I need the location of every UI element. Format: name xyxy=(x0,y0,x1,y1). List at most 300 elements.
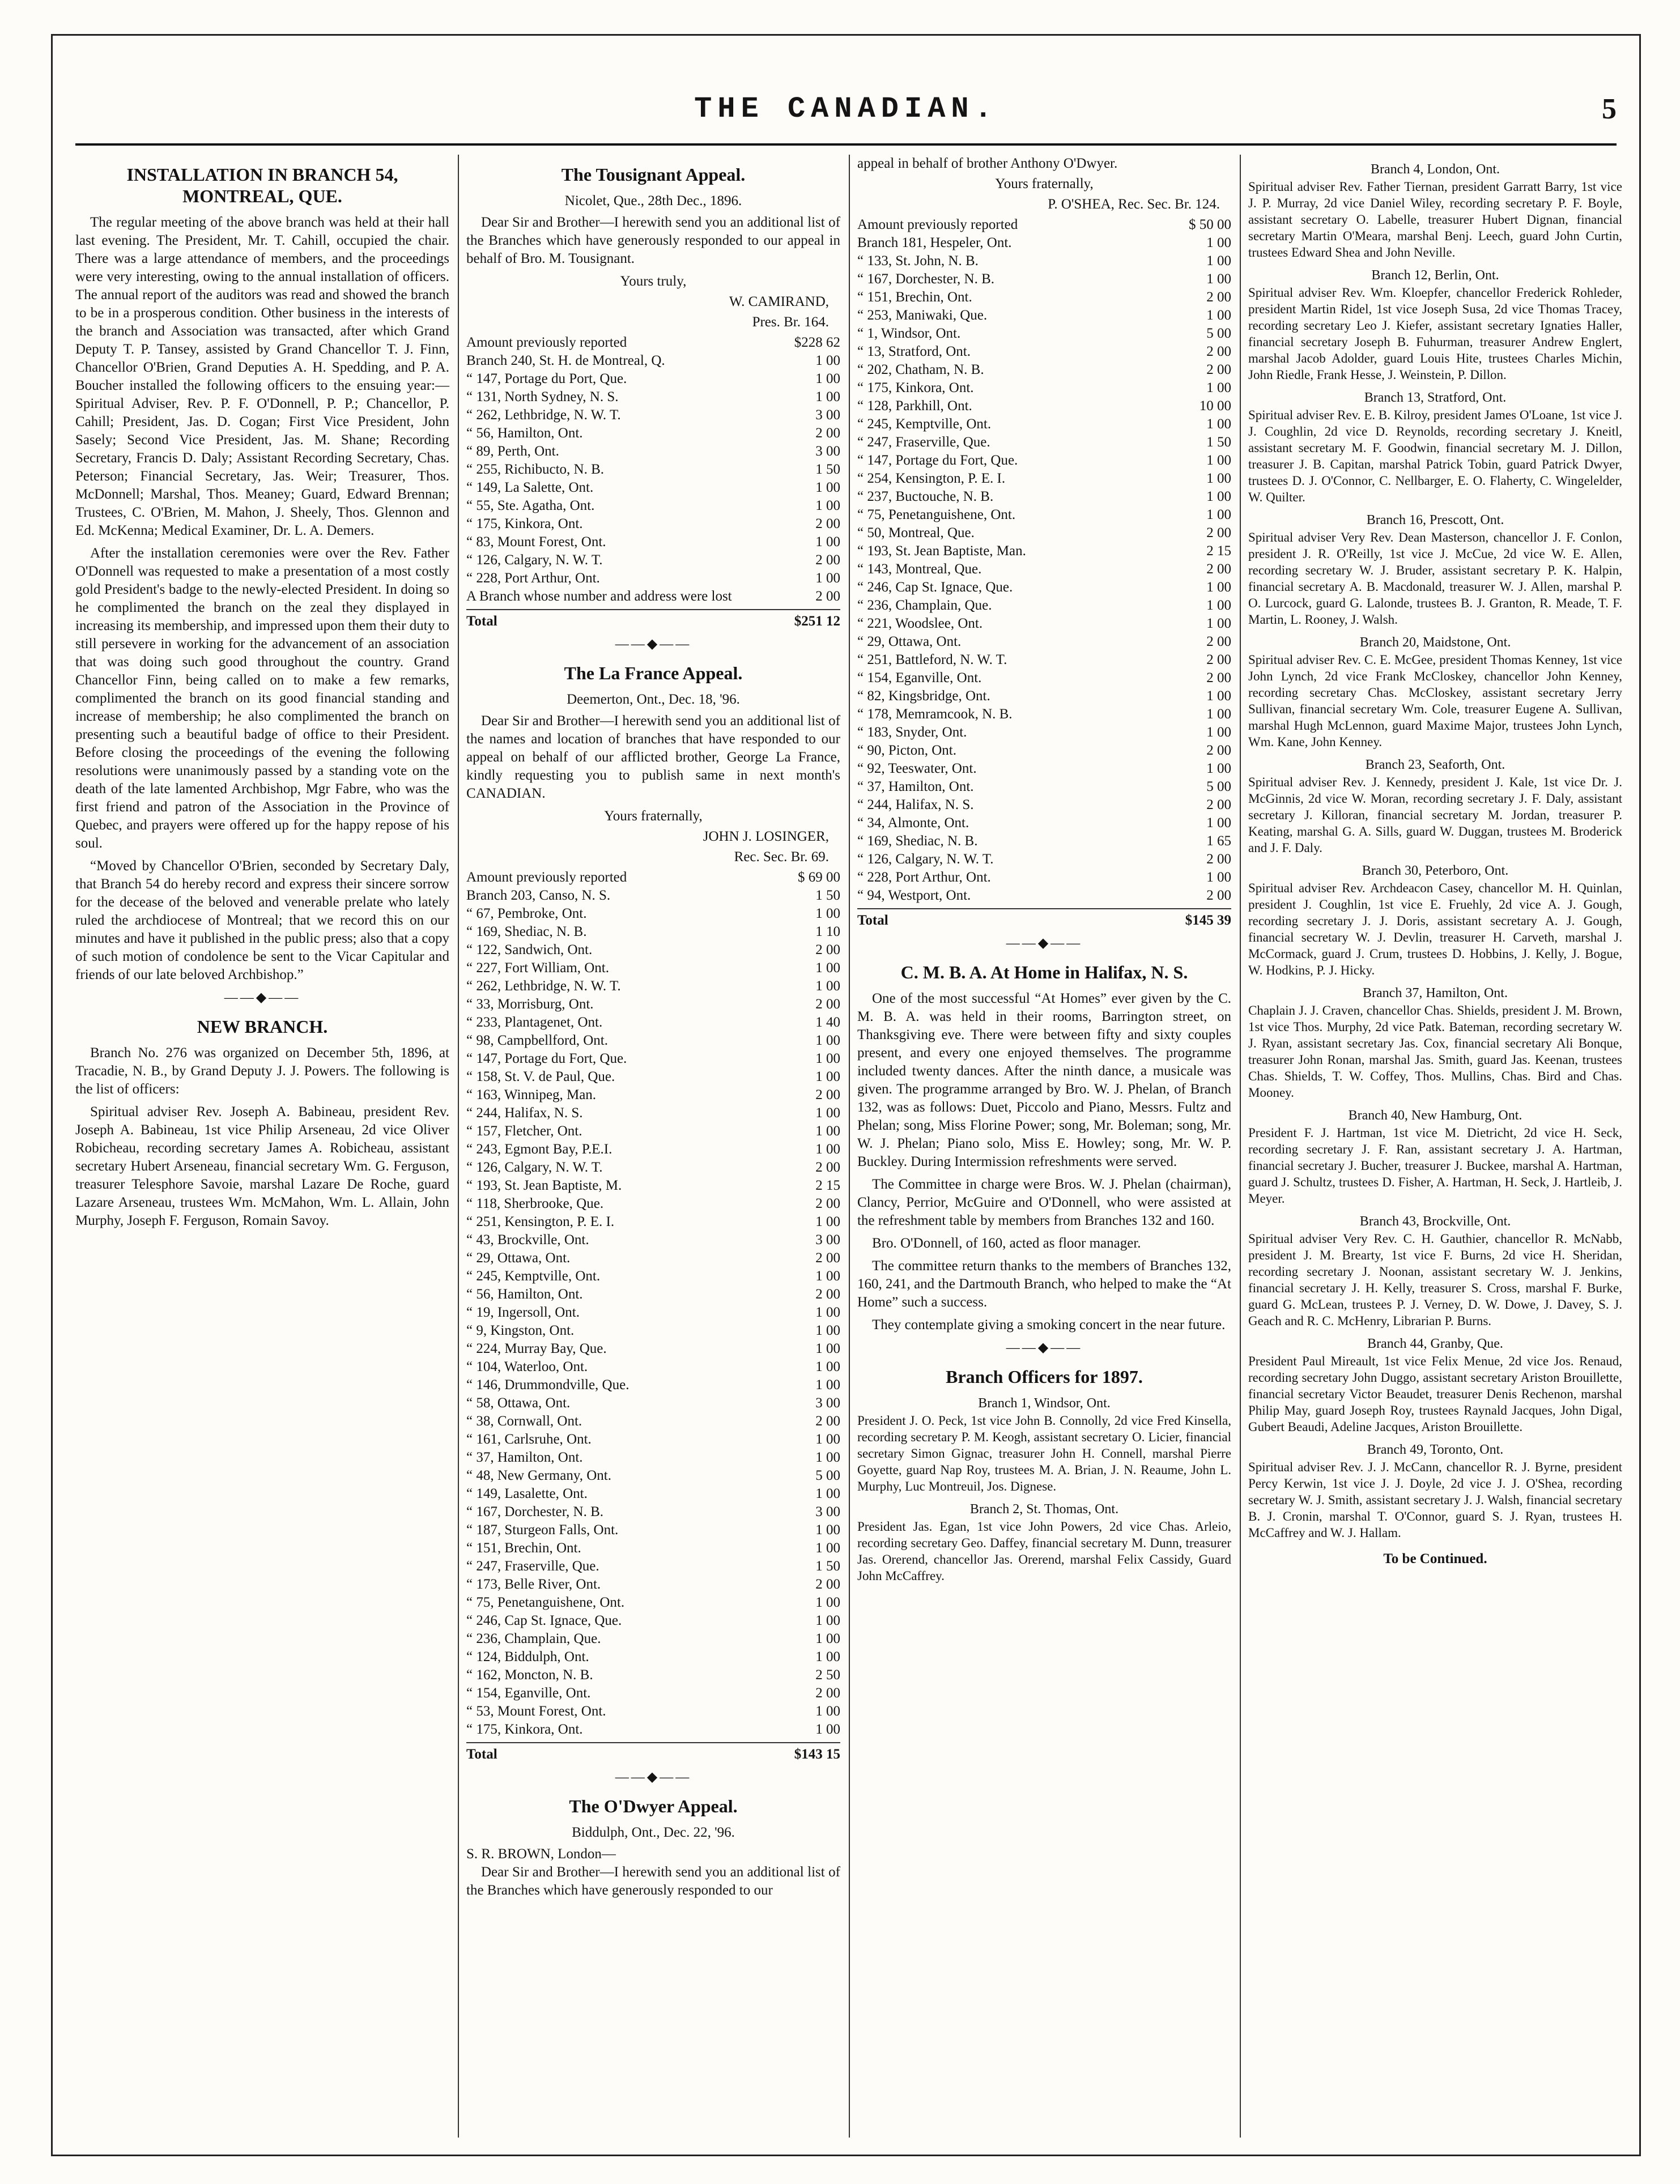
branch-name: Branch 12, Berlin, Ont. xyxy=(1371,268,1499,283)
closing: Yours fraternally, xyxy=(604,808,703,824)
branch-officers: Spiritual adviser Rev. Father Tiernan, president Garratt Barry, 1st vice J. P. Murray, 2d vice Daniel Wiley, recording secretary P. F. Boyle, assistant secretary O. Labelle, treasurer Hubert Dignan, financial secretary Martin O'Meara, marshal Benj. Leech, guard John Curtin, trustees Edward Shea and John Neville. xyxy=(1248,180,1622,259)
contribution-branch: “ 167, Dorchester, N. B. xyxy=(857,271,994,287)
contribution-branch: “ 37, Hamilton, Ont. xyxy=(857,779,974,794)
contribution-branch: “ 50, Montreal, Que. xyxy=(857,525,975,540)
contribution-branch: “ 187, Sturgeon Falls, Ont. xyxy=(466,1522,619,1538)
branch-officers: Spiritual adviser Rev. Wm. Kloepfer, chancellor Frederick Rohleder, president Martin Ridel, 1st vice Joseph Susa, 2d vice Thomas Tracey, recording secretary Leo J. Kiefer, assistant secretary Ignaties Haller, financial secretary Joseph B. Fuhurman, treasurer Andrew Englert, marshal Jacob Adolder, guard Louis Hite, trustees Charles Michin, John Riedle, Frank Hesse, J. Weinstein, P. Dillon. xyxy=(1248,286,1622,382)
contribution-amount: 1 00 xyxy=(815,1341,840,1356)
contribution-row xyxy=(857,669,1231,687)
contribution-branch: “ 244, Halifax, N. S. xyxy=(857,797,974,812)
contribution-branch: “ 244, Halifax, N. S. xyxy=(466,1105,583,1121)
contribution-branch: Amount previously reported xyxy=(857,217,1018,232)
contribution-amount: 1 00 xyxy=(815,1631,840,1646)
contribution-amount: 1 00 xyxy=(815,1450,840,1465)
contribution-row xyxy=(857,270,1231,288)
contribution-amount: 1 00 xyxy=(1206,380,1231,395)
contribution-row xyxy=(466,1702,840,1721)
contribution-branch: “ 55, Ste. Agatha, Ont. xyxy=(466,498,595,513)
contribution-row xyxy=(857,361,1231,379)
contribution-branch: “ 175, Kinkora, Ont. xyxy=(466,1722,583,1737)
contribution-row xyxy=(466,1231,840,1249)
contribution-row xyxy=(466,1539,840,1557)
contribution-branch: Branch 240, St. H. de Montreal, Q. xyxy=(466,353,665,368)
contribution-row xyxy=(857,832,1231,850)
dateline: Biddulph, Ont., Dec. 22, '96. xyxy=(572,1825,735,1840)
article-paragraph: After the installation ceremonies were over the Rev. Father O'Donnell was requested to make a presentation of a most costly gold President's badge to the newly-elected President. In doing so he complimented the branch on the zeal they displayed in increasing its membership, and impressed upon them their duty to still persevere in working for the advancement of an association that was doing such good throughout the country. Grand Chancellor Finn, being called on to make a few remarks, complimented the branch on its good financial standing and increase of membership; he also complimented the branch on presenting such a beautiful badge of office to their President. Before closing the proceedings of the evening the following resolutions were unanimously passed by a standing vote on the death of the late lamented Archbishop, Mgr Fabre, who was the first friend and patron of the Association in the Province of Quebec, and prayers were offered up for the happy repose of his soul. xyxy=(75,546,449,851)
contribution-branch: “ 175, Kinkora, Ont. xyxy=(857,380,974,395)
contribution-amount: 1 00 xyxy=(1206,489,1231,504)
letter-continuation: appeal in behalf of brother Anthony O'Dwyer. xyxy=(857,156,1118,171)
contribution-branch: “ 67, Pembroke, Ont. xyxy=(466,906,587,921)
contribution-amount: 1 50 xyxy=(815,888,840,903)
contribution-branch: “ 246, Cap St. Ignace, Que. xyxy=(857,580,1013,595)
letter-text: Dear Sir and Brother—I herewith send you an additional list of the Branches which have generously responded to our appeal in behalf of Bro. M. Tousignant. xyxy=(466,215,840,266)
article-paragraph: Bro. O'Donnell, of 160, acted as floor manager. xyxy=(872,1236,1141,1251)
section-divider: ——◆—— xyxy=(1006,936,1083,951)
contribution-amount: 2 00 xyxy=(815,1577,840,1592)
contribution-amount: 2 00 xyxy=(1206,525,1231,540)
contribution-amount: 5 00 xyxy=(815,1468,840,1483)
contribution-branch: “ 255, Richibucto, N. B. xyxy=(466,462,605,477)
contribution-branch: “ 169, Shediac, N. B. xyxy=(857,833,978,849)
contribution-amount: 1 00 xyxy=(1206,815,1231,831)
contribution-amount: 2 00 xyxy=(815,997,840,1012)
contribution-row xyxy=(466,1285,840,1304)
contribution-amount: 1 00 xyxy=(815,1323,840,1338)
contribution-branch: “ 98, Campbellford, Ont. xyxy=(466,1033,608,1048)
contribution-amount: 1 40 xyxy=(815,1015,840,1030)
contribution-amount: 1 00 xyxy=(1206,308,1231,323)
contribution-amount: 1 10 xyxy=(815,924,840,939)
branch-officers: Spiritual adviser Very Rev. C. H. Gauthier, chancellor R. McNabb, president J. M. Brearty, 1st vice F. Burns, 2d vice H. Sheridan, recording secretary J. Noonan, assistant secretary W. J. Jenkins, financial secretary J. H. Kelly, treasurer S. Cross, marshal F. Burke, guard G. McLean, trustees P. J. Verney, D. W. Dowe, J. Davey, S. J. Geach and R. C. McHenry, Librarian P. Burns. xyxy=(1248,1232,1622,1328)
contribution-branch: “ 173, Belle River, Ont. xyxy=(466,1577,601,1592)
contribution-branch: “ 175, Kinkora, Ont. xyxy=(466,516,583,531)
contribution-amount: 1 50 xyxy=(815,462,840,477)
contribution-amount: 1 00 xyxy=(815,1214,840,1229)
section-divider: ——◆—— xyxy=(615,637,692,652)
contribution-row xyxy=(466,1304,840,1322)
total-label: Total xyxy=(466,614,497,629)
branch-officers-list xyxy=(1248,160,1622,1541)
total-row xyxy=(466,1742,840,1764)
contribution-branch: “ 183, Snyder, Ont. xyxy=(857,725,967,740)
contribution-row xyxy=(857,578,1231,597)
contribution-amount: 1 00 xyxy=(815,1033,840,1048)
branch-officers: President J. O. Peck, 1st vice John B. Connolly, 2d vice Fred Kinsella, recording secretary P. M. Keogh, assistant secretary O. Licier, financial secretary Simon Gignac, treasurer John H. Connell, marshal Pierre Goyette, guard Nap Roy, trustees M. A. Brian, J. N. Reaume, John L. Murphy, Luc Montreuil, Jos. Dignese. xyxy=(857,1414,1231,1493)
contribution-row xyxy=(466,479,840,497)
contribution-branch: “ 154, Eganville, Ont. xyxy=(466,1685,591,1701)
article-paragraph: The committee return thanks to the members of Branches 132, 160, 241, and the Dartmouth Branch, who helped to make the “At Home” such a success. xyxy=(857,1258,1231,1310)
article-heading-lafrance: The La France Appeal. xyxy=(564,663,743,683)
contribution-amount: 10 00 xyxy=(1199,398,1231,414)
contribution-amount: 1 00 xyxy=(1206,598,1231,613)
contribution-row xyxy=(466,1630,840,1648)
contribution-row xyxy=(857,850,1231,869)
newspaper-page xyxy=(51,34,1641,2156)
contribution-branch: “ 147, Portage du Fort, Que. xyxy=(466,1051,627,1066)
contribution-amount: 2 50 xyxy=(815,1667,840,1683)
contribution-row xyxy=(857,343,1231,361)
contribution-row xyxy=(466,869,840,887)
article-heading-installation: INSTALLATION IN BRANCH 54, MONTREAL, QUE. xyxy=(126,164,398,206)
contribution-amount: 2 00 xyxy=(1206,797,1231,812)
contribution-amount: 1 00 xyxy=(815,1432,840,1447)
article-paragraph: They contemplate giving a smoking concert in the near future. xyxy=(872,1317,1226,1332)
contribution-branch: “ 193, St. Jean Baptiste, Man. xyxy=(857,543,1026,559)
branch-officers: President F. J. Hartman, 1st vice M. Dietricht, 2d vice H. Seck, recording secretary J. F. Ran, assistant secretary J. A. Hartman, financial secretary J. Bucher, treasurer J. Buckee, marshal A. Hartman, guard J. Schultz, trustees D. Fisher, A. Hartman, H. Seck, J. Hartleib, J. Meyer. xyxy=(1248,1126,1622,1206)
contribution-row xyxy=(466,1249,840,1267)
contribution-row xyxy=(857,796,1231,814)
contribution-amount: 5 00 xyxy=(1206,779,1231,794)
contribution-amount: 1 00 xyxy=(815,571,840,586)
contribution-row xyxy=(466,334,840,352)
contribution-amount: 1 00 xyxy=(1206,725,1231,740)
contribution-branch: “ 9, Kingston, Ont. xyxy=(466,1323,575,1338)
contribution-amount: 1 00 xyxy=(1206,471,1231,486)
article-heading-odwyer: The O'Dwyer Appeal. xyxy=(569,1796,738,1816)
contribution-branch: A Branch whose number and address were lost xyxy=(466,589,732,604)
contribution-amount: 2 00 xyxy=(815,1685,840,1701)
contribution-amount: 2 00 xyxy=(1206,670,1231,686)
contribution-branch: “ 75, Penetanguishene, Ont. xyxy=(857,507,1016,522)
contribution-row xyxy=(857,488,1231,506)
contribution-row xyxy=(857,415,1231,433)
contribution-branch: “ 253, Maniwaki, Que. xyxy=(857,308,988,323)
total-label: Total xyxy=(466,1747,497,1762)
contribution-branch: “ 146, Drummondville, Que. xyxy=(466,1377,630,1393)
contribution-amount: 1 00 xyxy=(815,1142,840,1157)
contribution-branch: “ 149, La Salette, Ont. xyxy=(466,480,594,495)
contribution-amount: 2 00 xyxy=(815,516,840,531)
contribution-list xyxy=(466,334,840,606)
total-value: $145 39 xyxy=(1185,913,1231,928)
contribution-branch: “ 243, Egmont Bay, P.E.I. xyxy=(466,1142,613,1157)
contribution-row xyxy=(857,452,1231,470)
contribution-row xyxy=(857,470,1231,488)
contribution-branch: “ 19, Ingersoll, Ont. xyxy=(466,1305,580,1320)
masthead xyxy=(53,92,1639,132)
contribution-branch: “ 151, Brechin, Ont. xyxy=(466,1540,581,1556)
contribution-row xyxy=(466,1159,840,1177)
contribution-row xyxy=(466,370,840,388)
column-4 xyxy=(1248,155,1622,1568)
contribution-row xyxy=(466,1050,840,1068)
signer-title: Pres. Br. 164. xyxy=(752,314,829,330)
contribution-row xyxy=(466,1721,840,1739)
contribution-amount: 1 00 xyxy=(815,1704,840,1719)
contribution-branch: “ 118, Sherbrooke, Que. xyxy=(466,1196,604,1211)
contribution-amount: 2 00 xyxy=(815,552,840,568)
contribution-branch: “ 233, Plantagenet, Ont. xyxy=(466,1015,603,1030)
closing: Yours fraternally, xyxy=(995,176,1094,191)
contribution-branch: “ 34, Almonte, Ont. xyxy=(857,815,969,831)
contribution-branch: “ 37, Hamilton, Ont. xyxy=(466,1450,583,1465)
contribution-branch: “ 247, Fraserville, Que. xyxy=(466,1559,599,1574)
branch-name: Branch 1, Windsor, Ont. xyxy=(978,1396,1111,1411)
contribution-branch: “ 43, Brockville, Ont. xyxy=(466,1232,589,1248)
contribution-amount: 1 00 xyxy=(815,1359,840,1374)
header-rule xyxy=(75,143,1617,146)
contribution-amount: 1 00 xyxy=(1206,688,1231,704)
contribution-row xyxy=(857,433,1231,452)
contribution-amount: 2 00 xyxy=(815,1414,840,1429)
letter-text: Dear Sir and Brother—I herewith send you an additional list of the names and location of branches that have responded to our appeal on behalf of our afflicted brother, George La France, kindly requesting you to publish same in next month's CANADIAN. xyxy=(466,713,840,801)
contribution-amount: 1 00 xyxy=(815,960,840,976)
contribution-amount: 2 00 xyxy=(815,1087,840,1102)
contribution-branch: Branch 203, Canso, N. S. xyxy=(466,888,611,903)
branch-officers: Spiritual adviser Rev. J. J. McCann, chancellor R. J. Byrne, president Percy Kerwin, 1st vice J. J. Doyle, 2d vice J. J. O'Shea, recording secretary W. J. Smith, assistant secretary J. J. Walsh, financial secretary B. J. Cronin, marshal T. O'Connor, guard S. J. Ryan, trustees H. McCaffrey and W. J. Hallam. xyxy=(1248,1460,1622,1540)
column-divider xyxy=(849,155,850,2138)
contribution-amount: 1 00 xyxy=(1206,761,1231,776)
contribution-row xyxy=(857,705,1231,723)
continued-note: To be Continued. xyxy=(1383,1551,1487,1566)
contribution-row xyxy=(466,1086,840,1104)
contribution-row xyxy=(466,923,840,941)
branch-name: Branch 23, Seaforth, Ont. xyxy=(1365,757,1505,772)
closing: Yours truly, xyxy=(620,274,687,289)
contribution-branch: “ 82, Kingsbridge, Ont. xyxy=(857,688,990,704)
contribution-branch: “ 251, Battleford, N. W. T. xyxy=(857,652,1007,667)
contribution-branch: “ 178, Memramcook, N. B. xyxy=(857,706,1013,722)
branch-officers: President Paul Mireault, 1st vice Felix Menue, 2d vice Jos. Renaud, recording secretary John Duggo, assistant secretary Ariston Brouillette, financial secretary Victor Beaudet, treasurer Denis Rechenon, marshal Philip May, guard Joseph Roy, trustees Raynald Jacques, John Digal, Gubert Beaudi, Adeline Jacques, Ariston Brouillette. xyxy=(1248,1354,1622,1434)
total-label: Total xyxy=(857,913,888,928)
contribution-amount: 1 00 xyxy=(815,1268,840,1284)
contribution-row xyxy=(466,406,840,424)
contribution-branch: Amount previously reported xyxy=(466,335,627,350)
contribution-row xyxy=(857,306,1231,325)
contribution-row xyxy=(857,651,1231,669)
contribution-amount: 1 00 xyxy=(815,1105,840,1121)
contribution-branch: “ 122, Sandwich, Ont. xyxy=(466,942,593,957)
contribution-amount: 1 00 xyxy=(815,371,840,386)
branch-name: Branch 16, Prescott, Ont. xyxy=(1366,513,1504,527)
contribution-row xyxy=(466,1503,840,1521)
contribution-row xyxy=(857,379,1231,397)
contribution-branch: “ 126, Calgary, N. W. T. xyxy=(857,852,994,867)
contribution-amount: 1 00 xyxy=(815,1051,840,1066)
contribution-branch: “ 228, Port Arthur, Ont. xyxy=(466,571,600,586)
branch-name: Branch 44, Granby, Que. xyxy=(1367,1336,1503,1351)
contribution-branch: “ 193, St. Jean Baptiste, M. xyxy=(466,1178,622,1193)
contribution-row xyxy=(466,497,840,515)
contribution-amount: $ 50 00 xyxy=(1189,217,1231,232)
contribution-row xyxy=(857,325,1231,343)
contribution-row xyxy=(466,1648,840,1666)
branch-name: Branch 40, New Hamburg, Ont. xyxy=(1348,1108,1522,1123)
article-paragraph: Spiritual adviser Rev. Joseph A. Babineau, president Rev. Joseph A. Babineau, 1st vice Philip Arseneau, 2d vice Oliver Robicheau, recording secretary James A. Robicheau, assistant secretary Hubert Arseneau, financial secretary Wm. G. Ferguson, treasurer Telesphore Savoie, marshal Lazare De Roche, guard Lazare Arseneau, trustees Wm. McMahon, Wm. L. Allain, John Murphy, Joseph F. Ferguson, Romain Savoy. xyxy=(75,1104,449,1228)
contribution-row xyxy=(466,1122,840,1140)
contribution-row xyxy=(466,905,840,923)
contribution-branch: “ 251, Kensington, P. E. I. xyxy=(466,1214,615,1229)
contribution-amount: 3 00 xyxy=(815,1232,840,1248)
contribution-row xyxy=(857,597,1231,615)
contribution-branch: “ 221, Woodslee, Ont. xyxy=(857,616,983,631)
contribution-row xyxy=(466,1557,840,1576)
contribution-row xyxy=(466,551,840,569)
contribution-amount: $ 69 00 xyxy=(798,870,840,885)
total-row xyxy=(466,609,840,631)
section-divider: ——◆—— xyxy=(1006,1340,1083,1355)
branch-officers: Spiritual adviser Very Rev. Dean Masterson, chancellor J. F. Conlon, president J. R. O'Reilly, 1st vice J. McCue, 2d vice W. E. Allen, recording secretary W. J. Bruder, assistant secretary P. K. Halpin, financial secretary A. B. Macdonald, treasurer W. J. Allen, marshal P. O. Lurcock, guard G. Lalonde, trustees B. J. Granton, R. Meade, T. F. Martin, L. Rooney, J. Walsh. xyxy=(1248,530,1622,627)
contribution-amount: 1 00 xyxy=(815,1540,840,1556)
signer-title: Rec. Sec. Br. 69. xyxy=(734,849,829,865)
contribution-branch: “ 147, Portage du Port, Que. xyxy=(466,371,627,386)
contribution-row xyxy=(466,959,840,977)
contribution-amount: 1 00 xyxy=(1206,870,1231,885)
contribution-branch: “ 124, Biddulph, Ont. xyxy=(466,1649,589,1664)
contribution-amount: 1 00 xyxy=(1206,706,1231,722)
contribution-row xyxy=(466,461,840,479)
contribution-branch: “ 236, Champlain, Que. xyxy=(857,598,992,613)
contribution-branch: Branch 181, Hespeler, Ont. xyxy=(857,235,1012,250)
contribution-amount: 5 00 xyxy=(1206,326,1231,341)
contribution-row xyxy=(466,1032,840,1050)
contribution-amount: 1 00 xyxy=(1206,253,1231,269)
contribution-amount: $228 62 xyxy=(794,335,840,350)
contribution-amount: 1 00 xyxy=(1206,453,1231,468)
contribution-row xyxy=(857,633,1231,651)
branch-officers: Spiritual adviser Rev. E. B. Kilroy, president James O'Loane, 1st vice J. J. Coughlin, 2d vice D. Reynolds, recording secretary J. Kneitl, assistant secretary M. F. Goodwin, financial secretary M. J. Dillon, treasurer J. B. Capitan, marshal Patrick Tobin, guard Patrick Dwyer, trustees D. J. O'Connor, C. Nellbarger, E. O. Flaherty, C. Wingelelder, W. Quilter. xyxy=(1248,408,1622,504)
contribution-row xyxy=(857,760,1231,778)
branch-officers: Spiritual adviser Rev. Archdeacon Casey, chancellor M. H. Quinlan, president J. Coughlin, 1st vice E. Fruehly, 2d vice A. J. Gough, recording secretary J. J. Doris, assistant secretary A. J. Gough, financial secretary W. J. Devlin, treasurer H. Carveth, marshal J. McCormack, guard J. Crum, trustees D. Hobbins, J. Kelly, J. Bogue, W. Hodkins, P. J. Hicky. xyxy=(1248,881,1622,977)
contribution-amount: 1 00 xyxy=(815,480,840,495)
article-heading-tousignant: The Tousignant Appeal. xyxy=(561,164,746,185)
contribution-branch: “ 227, Fort William, Ont. xyxy=(466,960,609,976)
contribution-row xyxy=(857,615,1231,633)
contribution-row xyxy=(466,515,840,533)
contribution-row xyxy=(857,778,1231,796)
contribution-row xyxy=(857,687,1231,705)
branch-name: Branch 30, Peterboro, Ont. xyxy=(1362,863,1509,878)
contribution-row xyxy=(466,1666,840,1684)
contribution-row xyxy=(857,397,1231,415)
contribution-row xyxy=(857,560,1231,578)
contribution-row xyxy=(466,887,840,905)
contribution-row xyxy=(466,1521,840,1539)
contribution-branch: “ 163, Winnipeg, Man. xyxy=(466,1087,597,1102)
contribution-row xyxy=(466,941,840,959)
contribution-amount: 1 65 xyxy=(1206,833,1231,849)
branch-name: Branch 2, St. Thomas, Ont. xyxy=(969,1502,1119,1517)
article-paragraph: One of the most successful “At Homes” ever given by the C. M. B. A. was held in their rooms, Barrington street, on Thanksgiving eve. There were between fifty and sixty couples present, and every one enjoyed themselves. The programme included twenty dances. After the ninth dance, a musicale was given. The programme arranged by Bro. W. J. Phelan, of Branch 132, was as follows: Duet, Piccolo and Piano, Messrs. Fultz and Phelan; song, Miss Florine Power; song, Mr. Boleman; song, Mr. W. J. Phelan; Piano solo, Miss E. Howley; song, Mr. W. P. Buckley. During Intermission refreshments were served. xyxy=(857,991,1231,1169)
contribution-list xyxy=(466,869,840,1739)
contribution-row xyxy=(857,216,1231,234)
article-paragraph: The Committee in charge were Bros. W. J. Phelan (chairman), Clancy, Perrior, McGuire and O'Donnell, who were assisted at the refreshment table by members from Branches 132 and 160. xyxy=(857,1177,1231,1228)
contribution-amount: 1 50 xyxy=(815,1559,840,1574)
contribution-amount: 2 00 xyxy=(1206,888,1231,903)
contribution-row xyxy=(466,1684,840,1702)
contribution-branch: “ 89, Perth, Ont. xyxy=(466,444,559,459)
contribution-amount: 1 00 xyxy=(815,534,840,550)
contribution-branch: “ 237, Buctouche, N. B. xyxy=(857,489,994,504)
contribution-amount: 1 00 xyxy=(1206,235,1231,250)
contribution-branch: “ 83, Mount Forest, Ont. xyxy=(466,534,606,550)
contribution-amount: 1 00 xyxy=(1206,616,1231,631)
contribution-branch: “ 254, Kensington, P. E. I. xyxy=(857,471,1006,486)
contribution-branch: “ 56, Hamilton, Ont. xyxy=(466,425,583,441)
contribution-branch: “ 29, Ottawa, Ont. xyxy=(857,634,962,649)
contribution-row xyxy=(466,1140,840,1159)
contribution-amount: 1 00 xyxy=(815,978,840,994)
contribution-amount: 2 00 xyxy=(1206,634,1231,649)
signer: JOHN J. LOSINGER, xyxy=(703,829,829,844)
contribution-branch: “ 48, New Germany, Ont. xyxy=(466,1468,611,1483)
contribution-amount: 3 00 xyxy=(815,1504,840,1519)
contribution-row xyxy=(466,1449,840,1467)
contribution-branch: “ 1, Windsor, Ont. xyxy=(857,326,961,341)
contribution-row xyxy=(466,1068,840,1086)
article-heading-new-branch: NEW BRANCH. xyxy=(197,1016,328,1037)
contribution-branch: “ 92, Teeswater, Ont. xyxy=(857,761,977,776)
contribution-row xyxy=(466,1412,840,1431)
contribution-amount: 2 00 xyxy=(1206,743,1231,758)
article-paragraph: “Moved by Chancellor O'Brien, seconded by Secretary Daly, that Branch 54 do hereby record and express their sincere sorrow for the decease of the beloved and venerable prelate who lately ruled the archdiocese of Montreal; that we record this on our minutes and have it published in the public press; also that a copy of such motion of condolence be sent to the Vicar Capitular and friends of our late beloved Archbishop.” xyxy=(75,858,449,982)
signer: P. O'SHEA, Rec. Sec. Br. 124. xyxy=(1048,197,1220,212)
contribution-amount: 2 00 xyxy=(815,1287,840,1302)
contribution-row xyxy=(466,1104,840,1122)
contribution-branch: “ 247, Fraserville, Que. xyxy=(857,435,990,450)
contribution-row xyxy=(857,542,1231,560)
contribution-branch: “ 128, Parkhill, Ont. xyxy=(857,398,972,414)
branch-officers: Spiritual adviser Rev. J. Kennedy, president J. Kale, 1st vice Dr. J. McGinnis, 2d vice W. Moran, recording secretary J. F. Daly, assistant secretary J. Killoran, financial secretary M. Jordan, treasurer P. Keating, marshal G. A. Sills, guard W. Duggan, trustees M. Broderick and J. F. Daly. xyxy=(1248,775,1622,855)
contribution-row xyxy=(466,533,840,551)
contribution-row xyxy=(466,1576,840,1594)
contribution-row xyxy=(466,1594,840,1612)
contribution-row xyxy=(466,1014,840,1032)
contribution-row xyxy=(857,524,1231,542)
contribution-branch: “ 143, Montreal, Que. xyxy=(857,561,982,577)
contribution-row xyxy=(857,723,1231,742)
column-divider xyxy=(1240,155,1241,2138)
contribution-row xyxy=(466,1358,840,1376)
contribution-amount: 1 00 xyxy=(1206,416,1231,432)
contribution-branch: “ 149, Lasalette, Ont. xyxy=(466,1486,588,1501)
contribution-row xyxy=(857,506,1231,524)
contribution-row xyxy=(466,442,840,461)
contribution-amount: 1 00 xyxy=(815,1069,840,1084)
contribution-row xyxy=(857,887,1231,905)
contribution-branch: “ 94, Westport, Ont. xyxy=(857,888,971,903)
contribution-row xyxy=(466,1376,840,1394)
contribution-row xyxy=(466,1177,840,1195)
contribution-list xyxy=(857,216,1231,905)
contribution-branch: “ 162, Moncton, N. B. xyxy=(466,1667,593,1683)
contribution-row xyxy=(466,977,840,995)
contribution-branch: “ 224, Murray Bay, Que. xyxy=(466,1341,607,1356)
newspaper-title: THE CANADIAN. xyxy=(694,92,998,126)
contribution-branch: “ 126, Calgary, N. W. T. xyxy=(466,552,603,568)
contribution-branch: “ 29, Ottawa, Ont. xyxy=(466,1250,571,1266)
contribution-amount: 2 00 xyxy=(1206,652,1231,667)
salutation: S. R. BROWN, London— xyxy=(466,1846,616,1862)
section-divider: ——◆—— xyxy=(615,1770,692,1785)
contribution-row xyxy=(857,869,1231,887)
contribution-amount: 2 15 xyxy=(1206,543,1231,559)
contribution-amount: 1 00 xyxy=(815,906,840,921)
total-row xyxy=(857,908,1231,930)
contribution-amount: 1 00 xyxy=(815,353,840,368)
contribution-row xyxy=(857,814,1231,832)
contribution-amount: 2 00 xyxy=(815,942,840,957)
branch-name: Branch 49, Toronto, Ont. xyxy=(1367,1442,1504,1457)
contribution-branch: “ 262, Lethbridge, N. W. T. xyxy=(466,407,621,423)
contribution-amount: 2 00 xyxy=(1206,290,1231,305)
contribution-branch: “ 126, Calgary, N. W. T. xyxy=(466,1160,603,1175)
contribution-row xyxy=(466,1394,840,1412)
contribution-branch: “ 90, Picton, Ont. xyxy=(857,743,956,758)
branch-officers: President Jas. Egan, 1st vice John Powers, 2d vice Chas. Arleio, recording secretary Geo. Daffey, financial secretary M. Dunn, treasurer Jas. Orerend, chancellor Jas. Orerend, marshal Felix Cassidy, Guard John McCaffrey. xyxy=(857,1519,1231,1583)
contribution-branch: “ 53, Mount Forest, Ont. xyxy=(466,1704,606,1719)
